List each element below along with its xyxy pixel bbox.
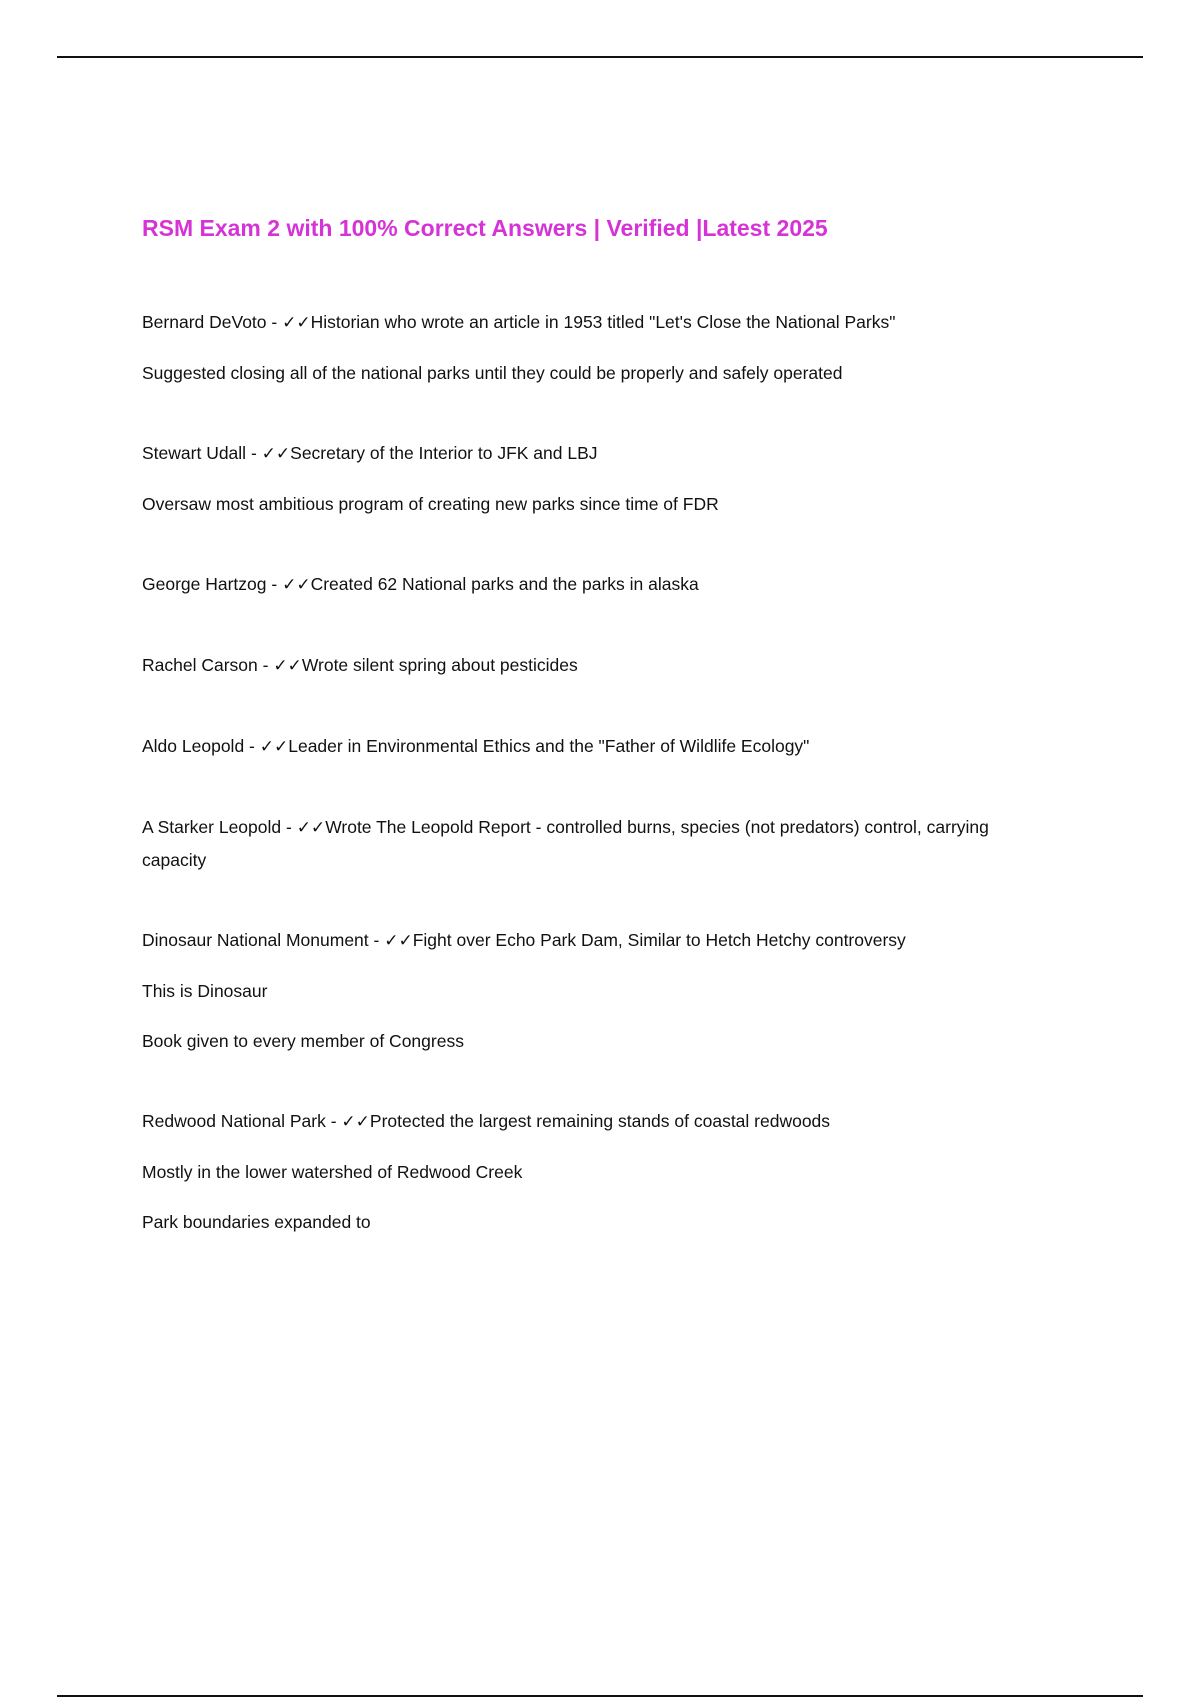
definition-line: Park boundaries expanded to bbox=[142, 1212, 371, 1232]
term-line bbox=[142, 924, 1022, 957]
definition: Wrote silent spring about pesticides bbox=[301, 655, 578, 675]
definition-line: Oversaw most ambitious program of creating new parks since time of FDR bbox=[142, 494, 719, 514]
flashcard-entry bbox=[142, 924, 1022, 1057]
separator: - bbox=[281, 817, 297, 837]
flashcard-entry bbox=[142, 568, 1022, 601]
term: Redwood National Park bbox=[142, 1111, 326, 1131]
definition-line: Mostly in the lower watershed of Redwood Creek bbox=[142, 1162, 523, 1182]
definition: Secretary of the Interior to JFK and LBJ bbox=[290, 443, 598, 463]
term: Dinosaur National Monument bbox=[142, 930, 369, 950]
flashcard-entry bbox=[142, 306, 1022, 389]
flashcard-entry bbox=[142, 1105, 1022, 1238]
definition: Wrote The Leopold Report - controlled burns, species (not predators) control, carrying capacity bbox=[142, 817, 989, 870]
top-rule bbox=[57, 56, 1143, 58]
check-mark-icon: ✓✓ bbox=[282, 313, 311, 333]
separator: - bbox=[266, 574, 283, 594]
term-line bbox=[142, 1105, 1022, 1138]
definition: Leader in Environmental Ethics and the "Father of Wildlife Ecology" bbox=[288, 736, 810, 756]
definition-line: Book given to every member of Congress bbox=[142, 1031, 464, 1051]
separator: - bbox=[266, 312, 283, 332]
check-mark-icon: ✓✓ bbox=[273, 656, 302, 676]
flashcard-entry bbox=[142, 437, 1022, 520]
flashcard-entry bbox=[142, 730, 1022, 763]
definition: Historian who wrote an article in 1953 titled "Let's Close the National Parks" bbox=[310, 312, 896, 332]
flashcard-entry bbox=[142, 649, 1022, 682]
term-line bbox=[142, 306, 1022, 339]
check-mark-icon: ✓✓ bbox=[296, 818, 326, 838]
separator: - bbox=[246, 443, 262, 463]
check-mark-icon: ✓✓ bbox=[341, 1112, 370, 1132]
check-mark-icon: ✓✓ bbox=[384, 931, 413, 951]
definition: Fight over Echo Park Dam, Similar to Hetch Hetchy controversy bbox=[412, 930, 906, 950]
check-mark-icon: ✓✓ bbox=[282, 575, 311, 595]
flashcard-list bbox=[142, 306, 1022, 1286]
term-line bbox=[142, 568, 1022, 601]
term-line bbox=[142, 437, 1022, 470]
term: Bernard DeVoto bbox=[142, 312, 267, 332]
separator: - bbox=[325, 1111, 342, 1131]
term: A Starker Leopold bbox=[142, 817, 282, 837]
bottom-rule bbox=[57, 1695, 1143, 1697]
separator: - bbox=[257, 655, 274, 675]
definition: Created 62 National parks and the parks in alaska bbox=[310, 574, 699, 594]
document-title: RSM Exam 2 with 100% Correct Answers | Verified |Latest 2025 bbox=[142, 215, 828, 241]
term: Aldo Leopold bbox=[142, 736, 245, 756]
check-mark-icon: ✓✓ bbox=[261, 444, 291, 464]
term-line bbox=[142, 730, 1022, 763]
definition-line: Suggested closing all of the national parks until they could be properly and safely operated bbox=[142, 363, 843, 383]
term: Rachel Carson bbox=[142, 655, 258, 675]
definition: Protected the largest remaining stands of coastal redwoods bbox=[369, 1111, 831, 1131]
term-line bbox=[142, 811, 1022, 876]
term: Stewart Udall bbox=[142, 443, 247, 463]
separator: - bbox=[244, 736, 260, 756]
check-mark-icon: ✓✓ bbox=[259, 737, 289, 757]
separator: - bbox=[368, 930, 385, 950]
term-line bbox=[142, 649, 1022, 682]
term: George Hartzog bbox=[142, 574, 267, 594]
flashcard-entry bbox=[142, 811, 1022, 876]
definition-line: This is Dinosaur bbox=[142, 981, 268, 1001]
